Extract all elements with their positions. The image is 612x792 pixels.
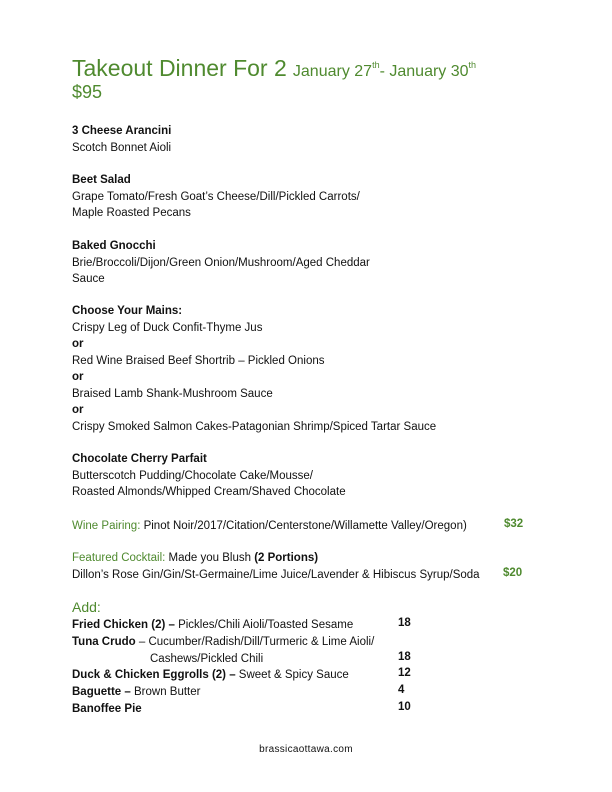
add-item — [72, 617, 353, 633]
course-gnocchi — [72, 238, 370, 288]
add-item-desc-cont: Cashews/Pickled Chili — [150, 653, 264, 665]
cocktail-price: $20 — [503, 567, 523, 579]
main-option: Braised Lamb Shank-Mushroom Sauce — [72, 387, 273, 400]
add-item-name: Tuna Crudo — [72, 636, 136, 648]
add-item-price: 18 — [398, 617, 411, 629]
featured-cocktail — [72, 550, 480, 583]
add-item-desc: Sweet & Spicy Sauce — [235, 669, 349, 681]
cocktail-portions: (2 Portions) — [254, 552, 319, 564]
menu-title: Takeout Dinner For 2 — [72, 55, 287, 81]
course-desc: Brie/Broccoli/Dijon/Green Onion/Mushroom/Aged Cheddar — [72, 256, 370, 269]
course-desc: Scotch Bonnet Aioli — [72, 141, 172, 154]
course-beet-salad — [72, 172, 360, 222]
add-item-price: 18 — [398, 651, 411, 663]
add-item-desc: – Cucumber/Radish/Dill/Turmeric & Lime Aioli/ — [135, 636, 375, 648]
wine-price: $32 — [504, 518, 524, 530]
cocktail-name: Made you Blush — [165, 552, 255, 564]
date-start-suffix: th — [372, 60, 380, 70]
dessert-desc: Roasted Almonds/Whipped Cream/Shaved Chocolate — [72, 486, 346, 498]
date-end-suffix: th — [468, 60, 477, 70]
footer-website: brassicaottawa.com — [259, 744, 353, 755]
add-item-price: 12 — [398, 667, 411, 679]
dessert-name: Chocolate Cherry Parfait — [72, 453, 207, 465]
course-desc: Maple Roasted Pecans — [72, 207, 191, 219]
date-start: January 27 — [292, 63, 373, 80]
menu-price: $95 — [72, 82, 103, 102]
main-option: Crispy Leg of Duck Confit-Thyme Jus — [72, 321, 263, 334]
add-item-price: 4 — [398, 684, 405, 696]
course-arancini — [72, 123, 171, 156]
cocktail-ingredients: Dillon’s Rose Gin/Gin/St-Germaine/Lime Juice/Lavender & Hibiscus Syrup/Soda — [72, 568, 480, 581]
add-item-desc: Brown Butter — [130, 686, 201, 698]
course-name: 3 Cheese Arancini — [72, 125, 172, 137]
page-title — [72, 50, 476, 87]
course-desc: Sauce — [72, 273, 105, 285]
add-item-name: Banoffee Pie — [72, 703, 142, 715]
course-desc: Grape Tomato/Fresh Goat’s Cheese/Dill/Pickled Carrots/ — [72, 190, 360, 203]
wine-pairing — [72, 518, 467, 535]
mains-heading: Choose Your Mains: — [72, 305, 183, 317]
course-name: Beet Salad — [72, 174, 131, 186]
add-item-desc: Pickles/Chili Aioli/Toasted Sesame — [174, 619, 354, 631]
dessert-desc: Butterscotch Pudding/Chocolate Cake/Mousse/ — [72, 469, 313, 482]
wine-text: Pinot Noir/2017/Citation/Centerstone/Willamette Valley/Oregon) — [140, 520, 467, 532]
or-separator: or — [72, 338, 84, 350]
course-name: Baked Gnocchi — [72, 240, 156, 252]
date-range — [292, 60, 477, 80]
dessert-section — [72, 451, 346, 501]
add-item-name: Baguette – — [72, 686, 131, 698]
add-item — [72, 701, 142, 717]
date-end: - January 30 — [379, 63, 469, 80]
mains-section — [72, 303, 436, 435]
or-separator: or — [72, 404, 84, 416]
wine-label: Wine Pairing: — [72, 520, 141, 532]
add-item — [72, 684, 200, 700]
add-item-price: 10 — [398, 701, 411, 713]
add-item — [72, 634, 374, 650]
cocktail-label: Featured Cocktail: — [72, 552, 166, 564]
main-option: Red Wine Braised Beef Shortrib – Pickled Onions — [72, 354, 325, 367]
main-option: Crispy Smoked Salmon Cakes-Patagonian Shrimp/Spiced Tartar Sauce — [72, 420, 437, 433]
add-heading: Add: — [72, 599, 101, 615]
add-item — [72, 667, 349, 683]
or-separator: or — [72, 371, 84, 383]
add-item-name: Duck & Chicken Eggrolls (2) – — [72, 669, 236, 681]
add-item-name: Fried Chicken (2) – — [72, 619, 175, 631]
